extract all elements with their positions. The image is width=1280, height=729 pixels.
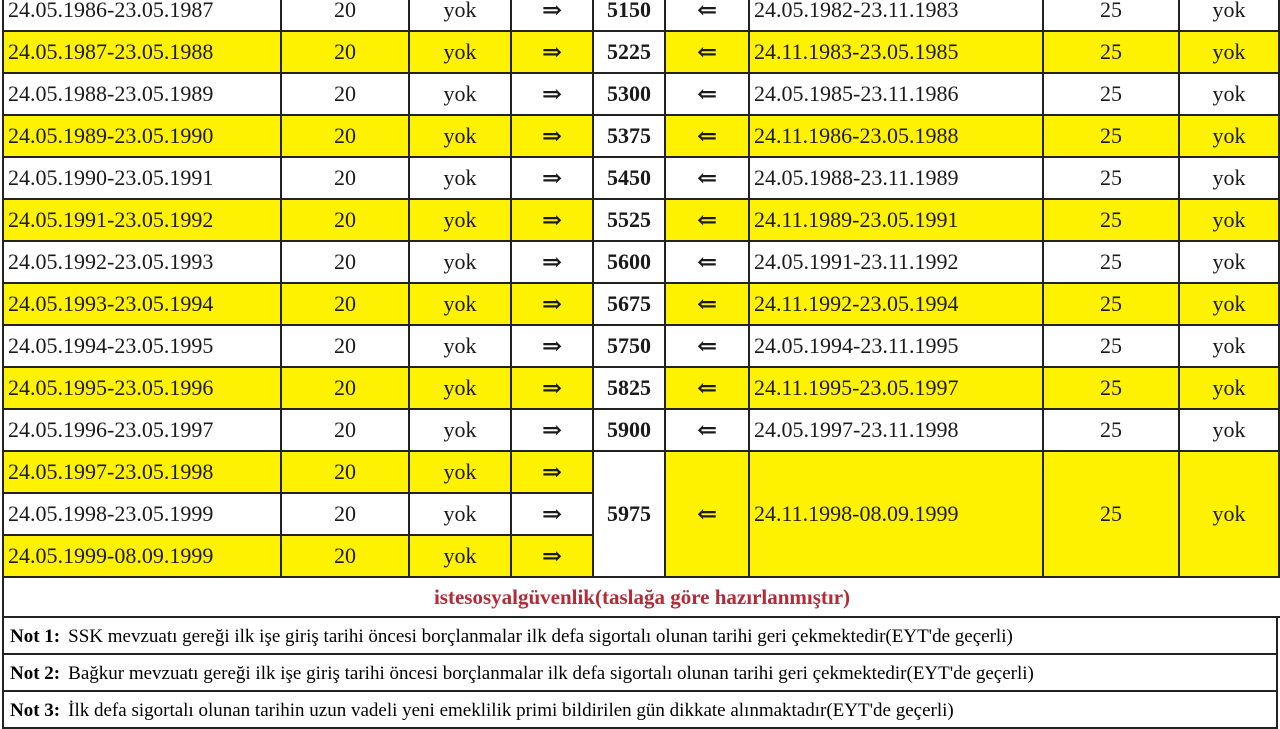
right-arrow-icon: ⇒ [511, 283, 593, 325]
right-status-cell: yok [1179, 283, 1279, 325]
left-status-cell: yok [409, 535, 511, 577]
left-status-cell: yok [409, 31, 511, 73]
left-date-range: 24.05.1986-23.05.1987 [3, 0, 281, 31]
premium-days-cell: 5750 [593, 325, 665, 367]
source-title: istesosyalgüvenlik(taslağa göre hazırlanmıştır) [2, 578, 1280, 618]
right-date-range: 24.05.1988-23.11.1989 [749, 157, 1043, 199]
right-arrow-icon: ⇒ [511, 0, 593, 31]
right-date-range: 24.05.1991-23.11.1992 [749, 241, 1043, 283]
table-row [3, 0, 1279, 31]
table-row [3, 409, 1279, 451]
table-row [3, 31, 1279, 73]
premium-days-cell: 5375 [593, 115, 665, 157]
right-status-cell: yok [1179, 0, 1279, 31]
right-date-range: 24.05.1985-23.11.1986 [749, 73, 1043, 115]
left-age-cell: 20 [281, 451, 409, 493]
left-age-cell: 20 [281, 283, 409, 325]
premium-days-cell: 5225 [593, 31, 665, 73]
right-arrow-icon: ⇒ [511, 367, 593, 409]
left-age-cell: 20 [281, 367, 409, 409]
right-age-cell: 25 [1043, 115, 1179, 157]
note-label: Not 2: [10, 663, 61, 684]
table-row [3, 73, 1279, 115]
right-age-cell: 25 [1043, 409, 1179, 451]
table-row [3, 325, 1279, 367]
left-arrow-icon: ⇐ [665, 157, 749, 199]
left-date-range: 24.05.1988-23.05.1989 [3, 73, 281, 115]
left-arrow-icon: ⇐ [665, 367, 749, 409]
note-text: Bağkur mevzuatı gereği ilk işe giriş tarihi öncesi borçlanmalar ilk defa sigortalı olunan tarihi geri çekmektedir(EYT'de geçerli) [68, 663, 1034, 684]
right-age-cell: 25 [1043, 367, 1179, 409]
left-status-cell: yok [409, 283, 511, 325]
left-age-cell: 20 [281, 73, 409, 115]
premium-days-cell: 5150 [593, 0, 665, 31]
right-date-range: 24.11.1998-08.09.1999 [749, 451, 1043, 577]
left-age-cell: 20 [281, 325, 409, 367]
right-status-cell: yok [1179, 199, 1279, 241]
left-status-cell: yok [409, 0, 511, 31]
right-status-cell: yok [1179, 115, 1279, 157]
left-arrow-icon: ⇐ [665, 241, 749, 283]
right-arrow-icon: ⇒ [511, 535, 593, 577]
right-status-cell: yok [1179, 157, 1279, 199]
premium-days-cell: 5600 [593, 241, 665, 283]
right-age-cell: 25 [1043, 325, 1179, 367]
left-arrow-icon: ⇐ [665, 451, 749, 577]
premium-days-cell: 5975 [593, 451, 665, 577]
right-age-cell: 25 [1043, 283, 1179, 325]
right-arrow-icon: ⇒ [511, 409, 593, 451]
right-status-cell: yok [1179, 325, 1279, 367]
right-status-cell: yok [1179, 409, 1279, 451]
note-text: İlk defa sigortalı olunan tarihin uzun vadeli yeni emeklilik primi bildirilen gün dikkate alınmaktadır(EYT'de geçerli) [68, 700, 954, 721]
right-arrow-icon: ⇒ [511, 493, 593, 535]
right-date-range: 24.11.1992-23.05.1994 [749, 283, 1043, 325]
table-row [3, 199, 1279, 241]
right-status-cell: yok [1179, 451, 1279, 577]
left-status-cell: yok [409, 367, 511, 409]
note-line [2, 618, 1278, 655]
right-arrow-icon: ⇒ [511, 31, 593, 73]
premium-days-cell: 5300 [593, 73, 665, 115]
left-date-range: 24.05.1995-23.05.1996 [3, 367, 281, 409]
left-arrow-icon: ⇐ [665, 0, 749, 31]
table-row [3, 115, 1279, 157]
left-arrow-icon: ⇐ [665, 31, 749, 73]
right-status-cell: yok [1179, 367, 1279, 409]
left-status-cell: yok [409, 199, 511, 241]
left-date-range: 24.05.1991-23.05.1992 [3, 199, 281, 241]
right-status-cell: yok [1179, 73, 1279, 115]
left-date-range: 24.05.1994-23.05.1995 [3, 325, 281, 367]
left-status-cell: yok [409, 241, 511, 283]
table-row [3, 241, 1279, 283]
right-age-cell: 25 [1043, 241, 1179, 283]
right-date-range: 24.05.1982-23.11.1983 [749, 0, 1043, 31]
premium-days-cell: 5450 [593, 157, 665, 199]
left-status-cell: yok [409, 451, 511, 493]
left-arrow-icon: ⇐ [665, 283, 749, 325]
table-row [3, 451, 1279, 493]
premium-days-cell: 5675 [593, 283, 665, 325]
right-date-range: 24.05.1997-23.11.1998 [749, 409, 1043, 451]
right-arrow-icon: ⇒ [511, 73, 593, 115]
left-date-range: 24.05.1998-23.05.1999 [3, 493, 281, 535]
right-date-range: 24.11.1989-23.05.1991 [749, 199, 1043, 241]
right-arrow-icon: ⇒ [511, 325, 593, 367]
note-label: Not 1: [10, 626, 61, 647]
right-age-cell: 25 [1043, 451, 1179, 577]
left-status-cell: yok [409, 325, 511, 367]
right-date-range: 24.05.1994-23.11.1995 [749, 325, 1043, 367]
retirement-table [2, 0, 1280, 578]
left-date-range: 24.05.1989-23.05.1990 [3, 115, 281, 157]
left-status-cell: yok [409, 115, 511, 157]
premium-days-cell: 5825 [593, 367, 665, 409]
right-arrow-icon: ⇒ [511, 199, 593, 241]
table-row [3, 157, 1279, 199]
right-age-cell: 25 [1043, 73, 1179, 115]
left-age-cell: 20 [281, 241, 409, 283]
premium-days-cell: 5900 [593, 409, 665, 451]
left-age-cell: 20 [281, 157, 409, 199]
left-arrow-icon: ⇐ [665, 325, 749, 367]
table-row [3, 283, 1279, 325]
right-arrow-icon: ⇒ [511, 115, 593, 157]
left-date-range: 24.05.1987-23.05.1988 [3, 31, 281, 73]
left-status-cell: yok [409, 157, 511, 199]
right-date-range: 24.11.1986-23.05.1988 [749, 115, 1043, 157]
left-status-cell: yok [409, 409, 511, 451]
left-date-range: 24.05.1992-23.05.1993 [3, 241, 281, 283]
premium-days-cell: 5525 [593, 199, 665, 241]
left-status-cell: yok [409, 493, 511, 535]
left-date-range: 24.05.1990-23.05.1991 [3, 157, 281, 199]
right-arrow-icon: ⇒ [511, 157, 593, 199]
left-age-cell: 20 [281, 409, 409, 451]
left-date-range: 24.05.1996-23.05.1997 [3, 409, 281, 451]
left-age-cell: 20 [281, 199, 409, 241]
right-age-cell: 25 [1043, 157, 1179, 199]
left-arrow-icon: ⇐ [665, 73, 749, 115]
table-row [3, 367, 1279, 409]
note-text: SSK mevzuatı gereği ilk işe giriş tarihi öncesi borçlanmalar ilk defa sigortalı olunan tarihi geri çekmektedir(EYT'de geçerli) [68, 626, 1013, 647]
right-arrow-icon: ⇒ [511, 451, 593, 493]
left-date-range: 24.05.1997-23.05.1998 [3, 451, 281, 493]
right-date-range: 24.11.1995-23.05.1997 [749, 367, 1043, 409]
right-date-range: 24.11.1983-23.05.1985 [749, 31, 1043, 73]
left-arrow-icon: ⇐ [665, 115, 749, 157]
note-line [2, 692, 1278, 729]
right-status-cell: yok [1179, 31, 1279, 73]
left-arrow-icon: ⇐ [665, 199, 749, 241]
left-arrow-icon: ⇐ [665, 409, 749, 451]
right-age-cell: 25 [1043, 31, 1179, 73]
note-line [2, 655, 1278, 692]
left-age-cell: 20 [281, 535, 409, 577]
right-age-cell: 25 [1043, 0, 1179, 31]
left-age-cell: 20 [281, 493, 409, 535]
note-label: Not 3: [10, 700, 61, 721]
left-date-range: 24.05.1999-08.09.1999 [3, 535, 281, 577]
left-status-cell: yok [409, 73, 511, 115]
right-status-cell: yok [1179, 241, 1279, 283]
left-age-cell: 20 [281, 31, 409, 73]
left-date-range: 24.05.1993-23.05.1994 [3, 283, 281, 325]
right-arrow-icon: ⇒ [511, 241, 593, 283]
right-age-cell: 25 [1043, 199, 1179, 241]
left-age-cell: 20 [281, 0, 409, 31]
left-age-cell: 20 [281, 115, 409, 157]
